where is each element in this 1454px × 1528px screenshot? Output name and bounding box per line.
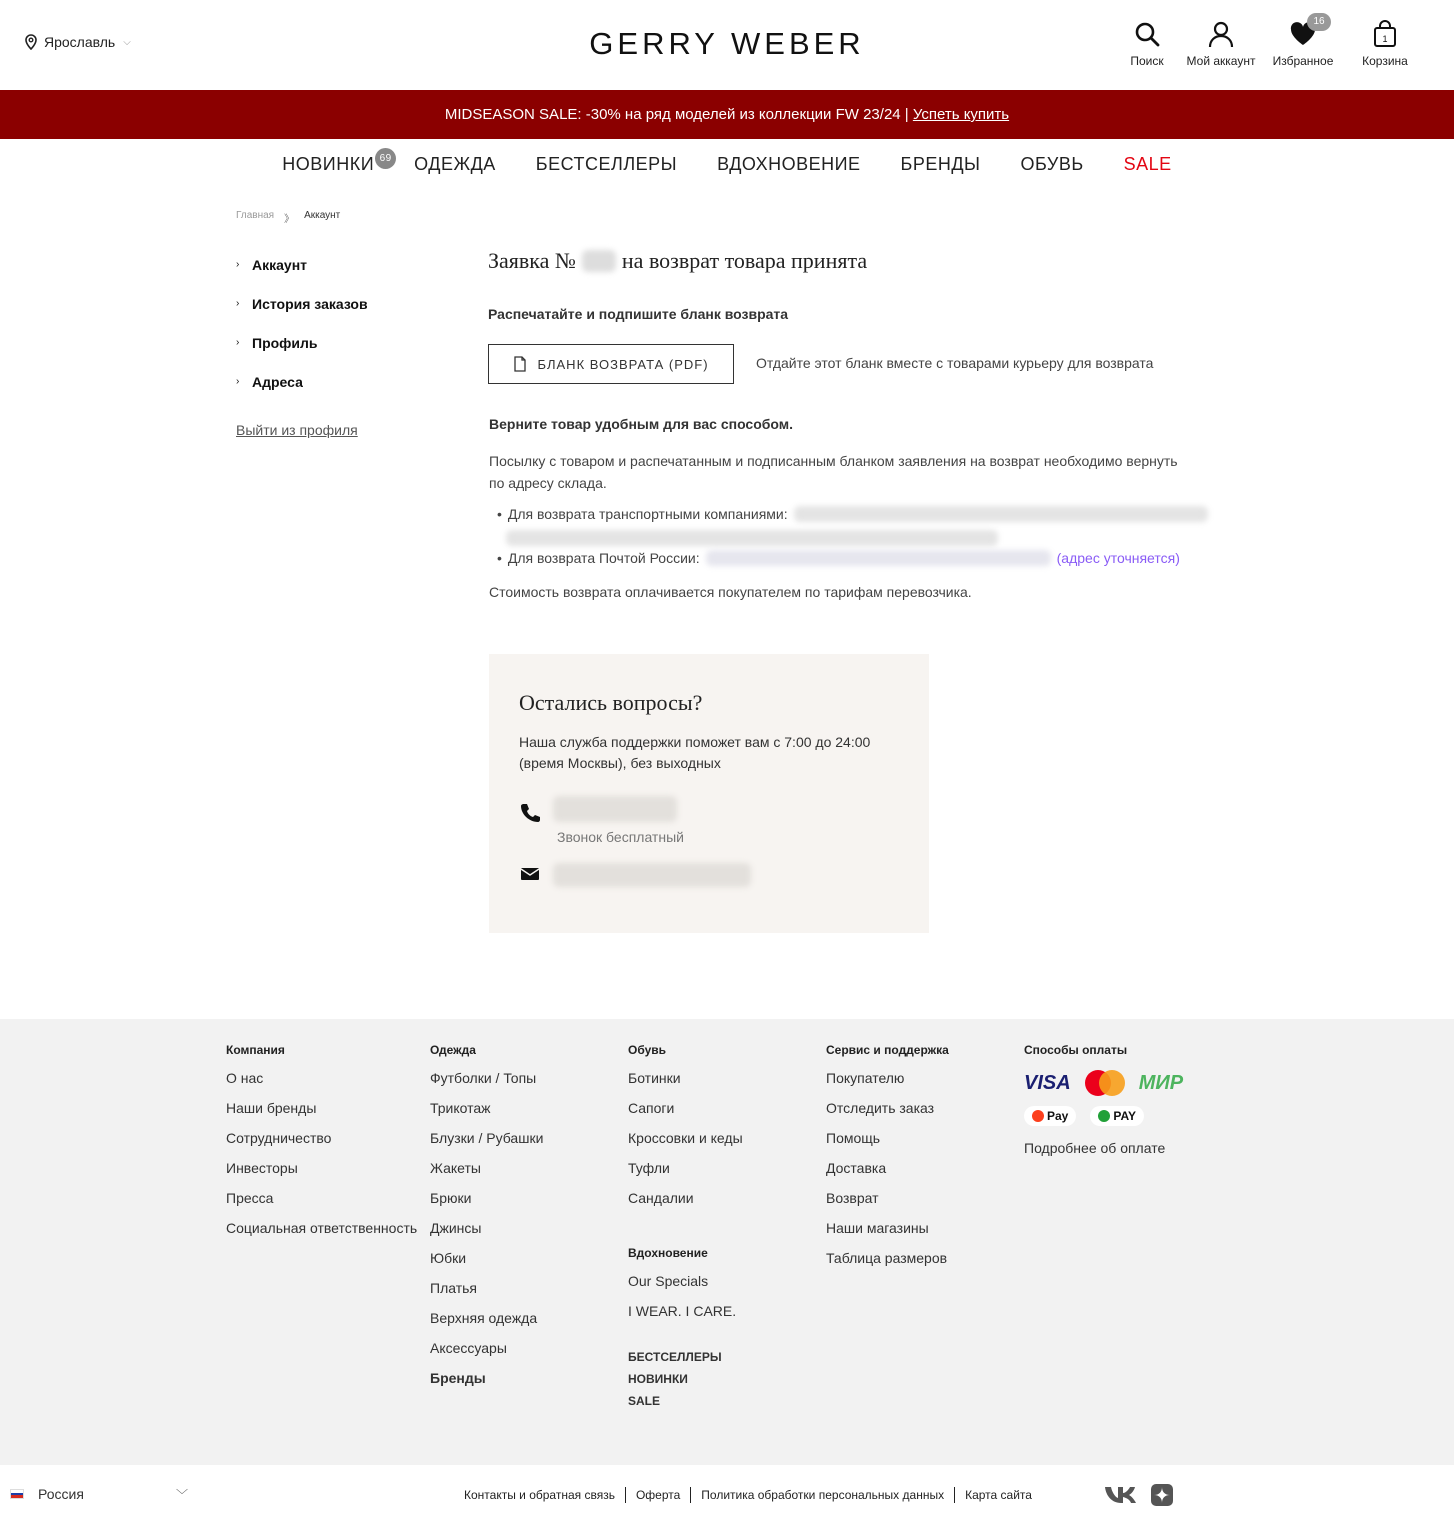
- footer-link[interactable]: Футболки / Топы: [430, 1070, 537, 1086]
- nav-item-inspiration[interactable]: ВДОХНОВЕНИЕ: [717, 154, 861, 174]
- city-name: Ярославль: [44, 34, 116, 50]
- breadcrumb-separator: 》: [284, 214, 295, 225]
- promo-link[interactable]: Успеть купить: [912, 106, 1010, 123]
- payment-logos-row1: [1024, 1070, 1183, 1096]
- yandex-pay-logo: [1024, 1106, 1076, 1126]
- nav-new-label: НОВИНКИ: [282, 154, 375, 174]
- print-heading: Распечатайте и подпишите бланк возврата: [488, 306, 789, 322]
- footer-heading: Обувь: [628, 1043, 667, 1057]
- footer-link[interactable]: Блузки / Рубашки: [430, 1130, 544, 1146]
- support-title: Остались вопросы?: [519, 690, 703, 715]
- account-sidebar: [236, 254, 368, 410]
- redacted-email: [553, 863, 751, 887]
- footer-link[interactable]: Сапоги: [628, 1100, 675, 1116]
- russia-flag-icon: [10, 1489, 24, 1499]
- promo-banner: [0, 90, 1454, 139]
- page-title: [488, 248, 867, 274]
- support-text: Наша служба поддержки поможет вам с 7:00 до 24:00 (время Москвы), без выходных: [519, 734, 871, 771]
- footer-col-service: [826, 1043, 949, 1280]
- footer-link[interactable]: Джинсы: [430, 1220, 482, 1236]
- search-icon: [1133, 20, 1161, 48]
- footer-link[interactable]: Брюки: [430, 1190, 472, 1206]
- brand-logo[interactable]: GERRY WEBER: [589, 26, 865, 61]
- header-actions: [1114, 16, 1426, 68]
- favorites-label: Избранное: [1272, 54, 1334, 68]
- footer-link[interactable]: I WEAR. I CARE.: [628, 1303, 737, 1319]
- sber-pay-logo: [1090, 1106, 1144, 1126]
- footer-link[interactable]: Кроссовки и кеды: [628, 1130, 743, 1146]
- visa-logo: VISA: [1024, 1071, 1071, 1094]
- footer-link[interactable]: НОВИНКИ: [628, 1372, 688, 1386]
- chevron-right-icon: ›: [236, 298, 240, 309]
- mastercard-logo: [1085, 1070, 1125, 1096]
- chevron-down-icon: ⌵: [123, 36, 131, 48]
- address-pending-link[interactable]: (адрес уточняется): [1056, 550, 1180, 566]
- footer-link[interactable]: Платья: [430, 1280, 477, 1296]
- sidebar-item-account[interactable]: [236, 254, 368, 275]
- footer-link-contacts[interactable]: Контакты и обратная связь: [464, 1488, 615, 1502]
- footer-link-brands[interactable]: Бренды: [430, 1370, 486, 1386]
- footer-heading: Вдохновение: [628, 1246, 708, 1260]
- search-button[interactable]: [1114, 20, 1180, 68]
- footer-link[interactable]: Жакеты: [430, 1160, 481, 1176]
- footer-link[interactable]: Таблица размеров: [826, 1250, 948, 1266]
- footer-link[interactable]: Покупателю: [826, 1070, 905, 1086]
- footer-heading: Сервис и поддержка: [826, 1043, 949, 1057]
- support-box: [489, 654, 929, 933]
- footer-link[interactable]: Трикотаж: [430, 1100, 491, 1116]
- mir-logo: МИР: [1138, 1071, 1184, 1094]
- nav-item-clothing[interactable]: ОДЕЖДА: [414, 154, 496, 174]
- footer-link-offer[interactable]: Оферта: [625, 1487, 690, 1503]
- chevron-right-icon: ›: [236, 376, 240, 387]
- footer-link[interactable]: БЕСТСЕЛЛЕРЫ: [628, 1350, 722, 1364]
- favorites-button[interactable]: [1262, 16, 1344, 68]
- redacted-phone-number: [553, 796, 677, 822]
- vk-icon[interactable]: [1104, 1484, 1138, 1506]
- breadcrumb-home[interactable]: Главная: [236, 210, 275, 221]
- footer-heading: Компания: [226, 1043, 285, 1057]
- footer-link[interactable]: Ботинки: [628, 1070, 681, 1086]
- footer-link[interactable]: Сандалии: [628, 1190, 694, 1206]
- footer-heading: Способы оплаты: [1024, 1043, 1128, 1057]
- redacted-request-number: [582, 250, 616, 272]
- sidebar-item-label: Аккаунт: [252, 256, 308, 273]
- footer-link[interactable]: Пресса: [226, 1190, 274, 1206]
- footer-link[interactable]: Наши магазины: [826, 1220, 929, 1236]
- logout-link[interactable]: Выйти из профиля: [236, 422, 358, 438]
- footer-heading: Одежда: [430, 1043, 476, 1057]
- call-free-note: Звонок бесплатный: [557, 829, 684, 845]
- bullet-post: [497, 550, 1180, 566]
- return-form-pdf-button[interactable]: [488, 344, 734, 384]
- cart-label: Корзина: [1362, 54, 1408, 68]
- nav-item-new[interactable]: [282, 153, 392, 175]
- nav-item-brands[interactable]: БРЕНДЫ: [900, 154, 981, 174]
- nav-item-bestsellers[interactable]: БЕСТСЕЛЛЕРЫ: [535, 154, 678, 174]
- country-name: Россия: [38, 1486, 84, 1502]
- user-icon: [1207, 20, 1235, 48]
- footer-link[interactable]: О нас: [226, 1070, 264, 1086]
- support-phone[interactable]: [519, 796, 899, 845]
- search-label: Поиск: [1130, 54, 1164, 68]
- country-selector[interactable]: [10, 1486, 84, 1502]
- legal-links: [464, 1487, 1042, 1503]
- dzen-icon[interactable]: [1151, 1484, 1173, 1506]
- bullet-post-label: Для возврата Почтой России:: [507, 550, 700, 566]
- yandex-pay-label: Pay: [1047, 1109, 1069, 1123]
- cost-note: Стоимость возврата оплачивается покупателем по тарифам перевозчика.: [489, 584, 972, 600]
- footer-link[interactable]: Сотрудничество: [226, 1130, 332, 1146]
- footer-col-payment: [1024, 1043, 1183, 1170]
- account-label: Мой аккаунт: [1186, 54, 1256, 68]
- new-count-badge: 69: [375, 148, 396, 169]
- cart-count: 1: [1382, 34, 1388, 44]
- payment-logos-row2: [1024, 1106, 1183, 1126]
- footer-link[interactable]: Возврат: [826, 1190, 879, 1206]
- favorites-count-badge: 16: [1307, 13, 1331, 31]
- pdf-note: Отдайте этот бланк вместе с товарами курьеру для возврата: [756, 355, 1154, 371]
- chevron-right-icon: ›: [236, 337, 240, 348]
- support-email[interactable]: [519, 863, 899, 887]
- return-instructions: Посылку с товаром и распечатанным и подписанным бланком заявления на возврат необходимо вернуть по адресу склада.: [489, 453, 1178, 491]
- sidebar-item-profile[interactable]: [236, 332, 368, 353]
- footer-link[interactable]: Туфли: [628, 1160, 670, 1176]
- footer-link[interactable]: Отследить заказ: [826, 1100, 935, 1116]
- sidebar-item-addresses[interactable]: [236, 371, 368, 392]
- phone-icon: [519, 802, 541, 824]
- title-prefix: Заявка №: [488, 248, 576, 273]
- footer-link[interactable]: Помощь: [826, 1130, 881, 1146]
- footer-link-privacy[interactable]: Политика обработки персональных данных: [690, 1487, 954, 1503]
- footer-link-sitemap[interactable]: Карта сайта: [954, 1487, 1042, 1503]
- pdf-button-label: БЛАНК ВОЗВРАТА (PDF): [537, 356, 709, 372]
- bullet-dot: •: [497, 506, 502, 522]
- chevron-down-icon[interactable]: ﹀: [176, 1488, 189, 1502]
- bullet-transport: [497, 506, 1208, 522]
- account-button[interactable]: [1180, 20, 1262, 68]
- bullet-transport-label: Для возврата транспортными компаниями:: [507, 506, 788, 522]
- footer-link[interactable]: Our Specials: [628, 1273, 709, 1289]
- footer-col-clothing: [430, 1043, 543, 1400]
- chevron-right-icon: ›: [236, 259, 240, 270]
- footer-link[interactable]: Социальная ответственность: [226, 1220, 418, 1236]
- return-heading: Верните товар удобным для вас способом.: [489, 416, 794, 432]
- footer-col-shoes: [628, 1043, 743, 1415]
- bullet-dot: •: [497, 550, 502, 566]
- footer-link[interactable]: Юбки: [430, 1250, 467, 1266]
- footer-link[interactable]: Наши бренды: [226, 1100, 317, 1116]
- footer-link[interactable]: Аксессуары: [430, 1340, 507, 1356]
- footer-link[interactable]: SALE: [628, 1394, 661, 1408]
- main-nav: [0, 154, 1454, 175]
- cart-button[interactable]: [1344, 20, 1426, 68]
- payment-more-link[interactable]: Подробнее об оплате: [1024, 1140, 1166, 1156]
- mail-icon: [519, 863, 541, 885]
- sidebar-item-label: История заказов: [252, 295, 368, 312]
- nav-item-sale[interactable]: SALE: [1123, 154, 1172, 174]
- sidebar-item-label: Профиль: [252, 334, 318, 351]
- sber-pay-label: PAY: [1113, 1109, 1137, 1123]
- footer-link[interactable]: Верхняя одежда: [430, 1310, 538, 1326]
- promo-text: MIDSEASON SALE: -30% на ряд моделей из коллекции FW 23/24 |: [444, 106, 913, 123]
- sidebar-item-label: Адреса: [252, 373, 303, 390]
- footer-link[interactable]: Инвесторы: [226, 1160, 298, 1176]
- breadcrumb: [236, 210, 340, 225]
- bag-icon: [1371, 20, 1399, 48]
- footer-link[interactable]: Доставка: [826, 1160, 887, 1176]
- nav-item-shoes[interactable]: ОБУВЬ: [1020, 154, 1084, 174]
- redacted-transport-address-line2: [506, 530, 998, 546]
- document-icon: [513, 356, 527, 372]
- title-suffix: на возврат товара принята: [621, 248, 868, 273]
- footer-col-company: [226, 1043, 417, 1250]
- sidebar-item-orders[interactable]: [236, 293, 368, 314]
- redacted-transport-address: [794, 506, 1208, 522]
- redacted-post-address: [706, 550, 1051, 566]
- breadcrumb-current: Аккаунт: [304, 210, 341, 221]
